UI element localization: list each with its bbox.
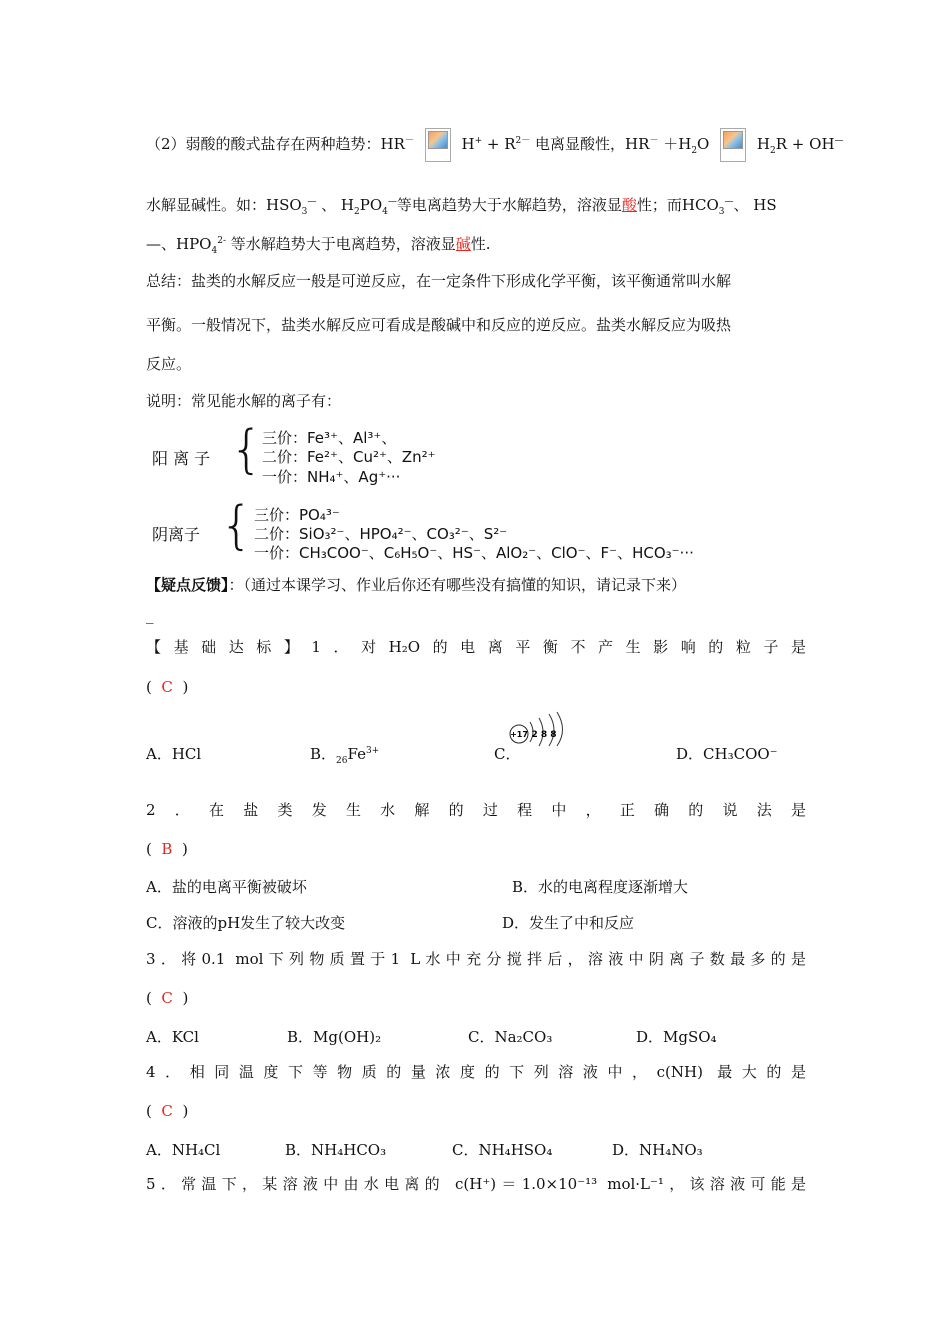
q3-option-d: D．MgSO₄: [636, 1028, 717, 1046]
summary-line-1: 总结：盐类的水解反应一般是可逆反应，在一定条件下形成化学平衡，该平衡通常叫水解: [146, 272, 732, 290]
q5-stem: 5．常温下，某溶液中由水电离的 c(H⁺)＝1.0×10⁻¹³ mol·L⁻¹，该溶液可能是: [146, 1175, 806, 1193]
summary-line-3: 反应。: [146, 355, 192, 373]
cations-label: 阳 离 子: [152, 449, 211, 468]
feedback-title: 【疑点反馈】: [146, 576, 229, 594]
cation-trivalent: 三价：Fe³⁺、Al³⁺、: [262, 429, 397, 447]
q4-option-d: D．NH₄NO₃: [612, 1141, 703, 1159]
q4-answer: C: [161, 1102, 173, 1120]
q2-option-c: C．溶液的pH发生了较大改变: [146, 914, 346, 932]
q2-stem: 2．在盐类发生水解的过程中，正确的说法是: [146, 801, 806, 819]
q2-option-d: D．发生了中和反应: [502, 914, 635, 932]
q3-option-c: C．Na₂CO₃: [468, 1028, 553, 1046]
q2-answer: B: [161, 840, 173, 858]
anion-divalent: 二价：SiO₃²⁻、HPO₄²⁻、CO₃²⁻、S²⁻: [254, 525, 508, 543]
q3-option-a: A．KCl: [146, 1028, 199, 1046]
acid-answer: 酸: [621, 196, 637, 214]
hydrolysis-trend-line: —、$HPO_4^{2-}$ 等水解趋势大于电离趋势，溶液显碱性.: [146, 235, 491, 256]
feedback-blank: _: [146, 606, 154, 624]
anion-trivalent: 三价：PO₄³⁻: [254, 506, 340, 524]
q3-stem: 3．将0.1 mol下列物质置于1 L水中充分搅拌后，溶液中阴离子数最多的是: [146, 950, 806, 968]
cations-brace: {: [230, 420, 264, 480]
anion-monovalent: 一价：CH₃COO⁻、C₆H₅O⁻、HS⁻、AlO₂⁻、ClO⁻、F⁻、HCO₃⁻···: [254, 544, 694, 562]
q2-answer-paren: ( B ): [146, 840, 188, 858]
equilibrium-arrow-image: [425, 128, 451, 162]
q3-option-b: B．Mg(OH)₂: [287, 1028, 382, 1046]
q4-option-b: B．NH₄HCO₃: [285, 1141, 387, 1159]
q2-option-b: B．水的电离程度逐渐增大: [512, 878, 689, 896]
q2-option-a: A．盐的电离平衡被破坏: [146, 878, 307, 896]
cation-monovalent: 一价：NH₄⁺、Ag⁺···: [262, 468, 401, 486]
atom-nucleus-label: +17: [510, 730, 528, 739]
q1-option-b: B．$_{26}Fe^{3+}$: [310, 745, 380, 766]
q3-answer-paren: ( C ): [146, 989, 189, 1007]
q1-answer: C: [161, 678, 173, 696]
anions-label: 阴离子: [152, 525, 201, 544]
chlorine-atom-structure-diagram: [506, 708, 570, 748]
equilibrium-arrow-image: [720, 128, 746, 162]
q3-answer: C: [161, 989, 173, 1007]
q4-option-a: A．NH₄Cl: [146, 1141, 221, 1159]
weak-acid-salt-line: （2）弱酸的酸式盐存在两种趋势：HR－ $H^+ + R^{2-}$ 电离显酸性，$HR^- +H_2O$ $H_2R + OH^—$: [146, 128, 844, 162]
feedback-line: 【疑点反馈】：（通过本课学习、作业后你还有哪些没有搞懂的知识，请记录下来）: [146, 576, 687, 594]
q4-answer-paren: ( C ): [146, 1102, 189, 1120]
q1-option-a: A．HCl: [146, 745, 202, 763]
q1-stem: 【基础达标】1．对H₂O的电离平衡不产生影响的粒子是: [146, 638, 806, 656]
base-answer: 碱: [455, 235, 471, 253]
note-line: 说明：常见能水解的离子有：: [146, 392, 342, 410]
q4-option-c: C．NH₄HSO₄: [452, 1141, 553, 1159]
q1-option-c: C．: [494, 745, 521, 763]
cation-divalent: 二价：Fe²⁺、Cu²⁺、Zn²⁺: [262, 448, 436, 466]
q1-option-d: D．CH₃COO⁻: [676, 745, 778, 763]
q4-stem: 4．相同温度下等物质的量浓度的下列溶液中，c(NH) 最大的是: [146, 1063, 806, 1081]
hydrolysis-alkaline-line: 水解显碱性。如：$HSO_3^—$ 、 $H_2PO_4^—$等电离趋势大于水解趋势，溶液显酸性；而$HCO_3^—$、 HS: [146, 196, 777, 217]
atom-shells-label: 2 8 8: [531, 730, 557, 740]
q1-answer-paren: ( C ): [146, 678, 189, 696]
summary-line-2: 平衡。一般情况下，盐类水解反应可看成是酸碱中和反应的逆反应。盐类水解反应为吸热: [146, 316, 732, 334]
anions-brace: {: [220, 496, 254, 556]
